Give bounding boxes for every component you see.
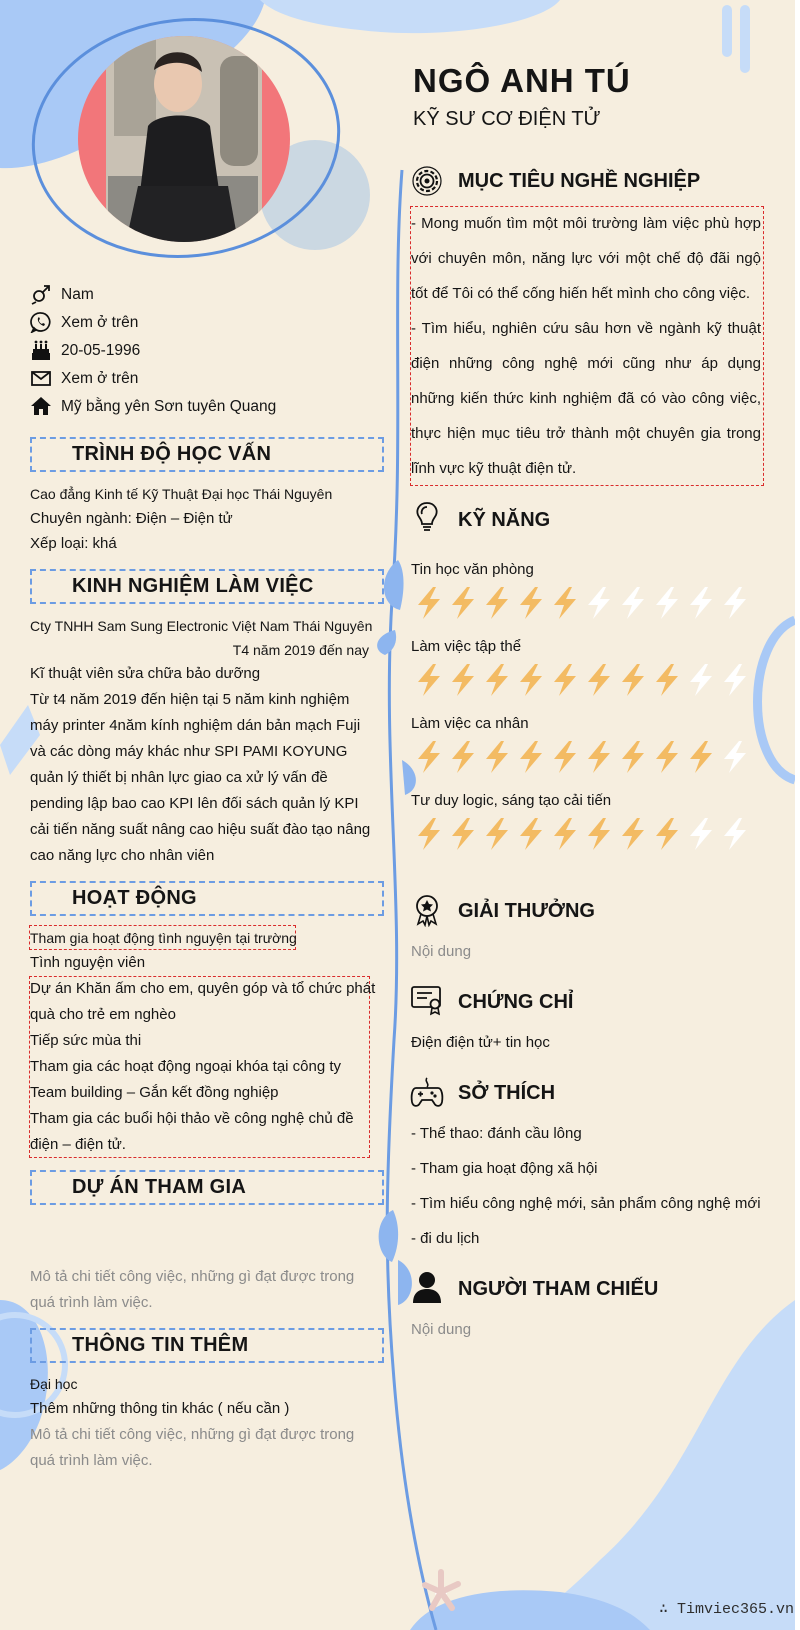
bolt-filled-icon	[616, 816, 650, 852]
references-placeholder: Nội dung	[411, 1321, 472, 1338]
extra-info-line: Đại học	[30, 1376, 78, 1392]
skill-name: Làm việc ca nhân	[411, 715, 529, 732]
bolt-filled-icon	[412, 662, 446, 698]
bolt-empty-icon	[684, 585, 718, 621]
projects-heading	[30, 1170, 384, 1205]
candidate-name: NGÔ ANH TÚ	[413, 62, 631, 99]
bolt-filled-icon	[446, 662, 480, 698]
experience-heading	[30, 569, 384, 604]
bolt-filled-icon	[650, 739, 684, 775]
education-heading	[30, 437, 384, 472]
info-birthday-text: 20-05-1996	[61, 342, 141, 359]
hobby-item: - Tìm hiểu công nghệ mới, sản phẩm công nghệ mới	[411, 1195, 761, 1212]
skill-rating	[412, 585, 752, 621]
bolt-filled-icon	[514, 739, 548, 775]
bolt-filled-icon	[514, 816, 548, 852]
experience-line: Từ t4 năm 2019 đến hiện tại 5 năm kinh nghiệm	[30, 691, 350, 708]
skills-heading: KỸ NĂNG	[458, 509, 551, 531]
bolt-filled-icon	[582, 816, 616, 852]
bolt-empty-icon	[718, 585, 752, 621]
skill-rating	[412, 662, 752, 698]
bolt-filled-icon	[650, 662, 684, 698]
info-gender-text: Nam	[61, 286, 94, 303]
activities-heading-text: HOẠT ĐỘNG	[72, 887, 197, 909]
bolt-filled-icon	[548, 662, 582, 698]
activity-line: Team building – Gắn kết đồng nghiệp	[30, 1084, 279, 1101]
skill-name: Tư duy logic, sáng tạo cải tiến	[411, 792, 612, 809]
extra-info-heading	[30, 1328, 384, 1363]
activities-heading	[30, 881, 384, 916]
projects-placeholder: Mô tả chi tiết công việc, những gì đạt được trong	[30, 1268, 355, 1285]
person-icon	[410, 1270, 444, 1304]
hobbies-heading: SỞ THÍCH	[458, 1082, 556, 1104]
education-school: Cao đẳng Kinh tế Kỹ Thuật Đại học Thái Nguyên	[30, 486, 333, 502]
gamepad-icon	[410, 1076, 444, 1110]
hobby-item: - Tham gia hoạt động xã hội	[411, 1160, 598, 1177]
certificates-heading: CHỨNG CHỈ	[458, 991, 574, 1013]
bolt-empty-icon	[718, 816, 752, 852]
extra-info-placeholder: Mô tả chi tiết công việc, những gì đạt được trong	[30, 1426, 355, 1443]
awards-heading: GIẢI THƯỞNG	[458, 900, 595, 922]
extra-info-heading-text: THÔNG TIN THÊM	[72, 1334, 249, 1356]
activity-role: Tình nguyện viên	[30, 954, 146, 971]
objective-heading: MỤC TIÊU NGHỀ NGHIỆP	[458, 170, 701, 192]
info-phone-text: Xem ở trên	[61, 314, 139, 331]
objective-paragraph: - Mong muốn tìm một môi trường làm việc phù hợp với chuyên môn, năng lực với một chế độ đãi ngộ tốt để Tôi có thể cống hiến hết mình cho công việc.	[411, 215, 761, 302]
bolt-empty-icon	[616, 585, 650, 621]
hobby-item: - đi du lịch	[411, 1230, 480, 1247]
activity-line: quà cho trẻ em nghèo	[30, 1006, 176, 1023]
gender-icon	[30, 283, 52, 305]
activity-line: Tiếp sức mùa thi	[30, 1032, 142, 1049]
objective-paragraph: - Tìm hiểu, nghiên cứu sâu hơn về ngành kỹ thuật điện những công nghệ mới cũng như áp dụng những kiến thức kinh nghiệm đã có vào công việc, thực hiện mục tiêu trở thành một chuyên gia trong lĩnh vực kỹ thuật điện tử.	[411, 320, 761, 477]
activity-line: Dự án Khăn ấm cho em, quyên góp và tổ chức phát	[30, 980, 376, 997]
experience-line: máy printer 4năm kính nghiệm dán bản mạch Fuji	[30, 717, 361, 734]
certificate-icon	[410, 983, 444, 1017]
education-heading-text: TRÌNH ĐỘ HỌC VẤN	[72, 443, 272, 465]
home-icon	[30, 395, 52, 417]
bolt-filled-icon	[480, 662, 514, 698]
gear-icon	[410, 164, 444, 198]
extra-info-line: Thêm những thông tin khác ( nếu cần )	[30, 1400, 290, 1417]
experience-position: Kĩ thuật viên sửa chữa bảo dưỡng	[30, 665, 261, 682]
bolt-filled-icon	[412, 816, 446, 852]
bolt-filled-icon	[582, 739, 616, 775]
references-heading: NGƯỜI THAM CHIẾU	[458, 1278, 659, 1300]
experience-line: cải tiến năng suất nâng cao hiệu suất đào tạo nâng	[30, 821, 371, 838]
experience-heading-text: KINH NGHIỆM LÀM VIỆC	[72, 575, 314, 597]
experience-line: cao năng lực cho nhân viên	[30, 847, 215, 864]
bolt-empty-icon	[582, 585, 616, 621]
skill-rating	[412, 739, 752, 775]
bolt-filled-icon	[650, 816, 684, 852]
bolt-filled-icon	[412, 585, 446, 621]
experience-line: pending lập bao cao KPI lên đối sách quản lý KPI	[30, 795, 359, 812]
bolt-empty-icon	[684, 816, 718, 852]
watermark: ∴ Timviec365.vn	[659, 1601, 795, 1618]
extra-info-placeholder: quá trình làm việc.	[30, 1452, 153, 1469]
info-address-text: Mỹ bằng yên Sơn tuyên Quang	[61, 398, 277, 415]
bolt-filled-icon	[582, 662, 616, 698]
education-major: Chuyên ngành: Điện – Điện tử	[30, 510, 233, 527]
bolt-filled-icon	[548, 585, 582, 621]
skill-name: Làm việc tập thể	[411, 638, 522, 655]
bolt-empty-icon	[684, 662, 718, 698]
skill-rating	[412, 816, 752, 852]
projects-placeholder: quá trình làm việc.	[30, 1294, 153, 1311]
bolt-filled-icon	[412, 739, 446, 775]
bolt-filled-icon	[480, 739, 514, 775]
bolt-filled-icon	[446, 585, 480, 621]
activity-title: Tham gia hoạt động tình nguyện tại trường	[30, 930, 297, 946]
activity-line: Tham gia các hoạt động ngoại khóa tại công ty	[30, 1058, 342, 1075]
portrait-photo	[78, 36, 290, 242]
bolt-filled-icon	[446, 816, 480, 852]
lightbulb-icon	[410, 500, 444, 534]
projects-heading-text: DỰ ÁN THAM GIA	[72, 1176, 247, 1198]
email-icon	[30, 367, 52, 389]
bolt-empty-icon	[650, 585, 684, 621]
bolt-empty-icon	[718, 739, 752, 775]
job-title: KỸ SƯ CƠ ĐIỆN TỬ	[413, 108, 601, 130]
bolt-filled-icon	[548, 739, 582, 775]
hobby-item: - Thể thao: đánh cầu lông	[411, 1125, 582, 1142]
activity-line: điện – điện tử.	[30, 1136, 126, 1153]
bolt-filled-icon	[616, 739, 650, 775]
bolt-filled-icon	[480, 585, 514, 621]
bolt-filled-icon	[480, 816, 514, 852]
medal-icon	[410, 893, 444, 927]
info-email-text: Xem ở trên	[61, 370, 139, 387]
bolt-empty-icon	[718, 662, 752, 698]
activity-line: Tham gia các buổi hội thảo về công nghệ chủ đề	[30, 1110, 354, 1127]
experience-period: T4 năm 2019 đến nay	[232, 642, 369, 658]
bolt-filled-icon	[514, 585, 548, 621]
certificate-item: Điện điện tử+ tin học	[411, 1034, 550, 1051]
awards-placeholder: Nội dung	[411, 943, 472, 960]
experience-line: quản lý thiết bị nhân lực giao ca xử lý vấn đề	[30, 769, 328, 786]
phone-icon	[30, 311, 52, 333]
bolt-filled-icon	[446, 739, 480, 775]
skill-name: Tin học văn phòng	[411, 561, 534, 578]
bolt-filled-icon	[684, 739, 718, 775]
experience-line: và các dòng máy khác như SPI PAMI KOYUNG	[30, 743, 348, 760]
experience-company: Cty TNHH Sam Sung Electronic Việt Nam Thái Nguyên	[30, 618, 373, 634]
bolt-filled-icon	[548, 816, 582, 852]
education-grade: Xếp loại: khá	[30, 535, 117, 552]
birthday-cake-icon	[30, 339, 52, 361]
bolt-filled-icon	[616, 662, 650, 698]
bolt-filled-icon	[514, 662, 548, 698]
